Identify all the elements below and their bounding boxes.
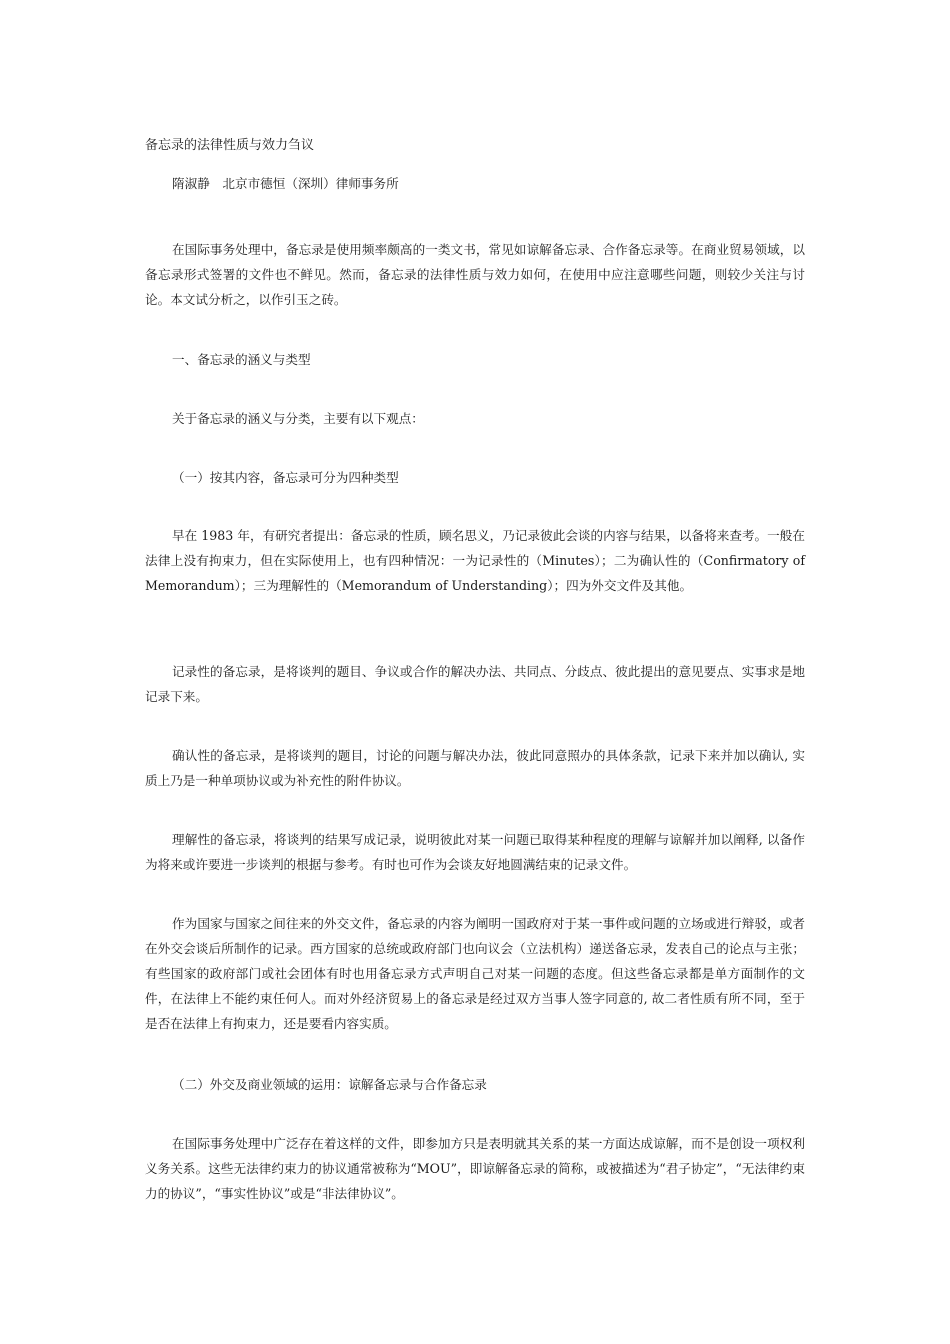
section-heading-1: 一、备忘录的涵义与类型: [172, 352, 311, 367]
subsection-heading-1: （一）按其内容，备忘录可分为四种类型: [172, 470, 399, 485]
intro-paragraph: 在国际事务处理中，备忘录是使用频率颇高的一类文书，常见如谅解备忘录、合作备忘录等。在商业贸易领域，以备忘录形式签署的文件也不鲜见。然而，备忘录的法律性质与效力如何，在使用中应注意哪些问题，则较少关注与讨论。本文试分析之，以作引玉之砖。: [145, 242, 805, 307]
paragraph-confirmatory: 确认性的备忘录，是将谈判的题目，讨论的问题与解决办法，彼此同意照办的具体条款，记录下来并加以确认, 实质上乃是一种单项协议或为补充性的附件协议。: [145, 748, 805, 788]
subsection-heading-2: （二）外交及商业领域的运用：谅解备忘录与合作备忘录: [172, 1077, 487, 1092]
paragraph-minutes: 记录性的备忘录，是将谈判的题目、争议或合作的解决办法、共同点、分歧点、彼此提出的意见要点、实事求是地记录下来。: [145, 664, 805, 704]
author-byline: 隋淑静 北京市德恒（深圳）律师事务所: [172, 176, 399, 191]
paragraph-mou: 在国际事务处理中广泛存在着这样的文件，即参加方只是表明就其关系的某一方面达成谅解，而不是创设一项权利义务关系。这些无法律约束力的协议通常被称为“MOU”，即谅解备忘录的简称，或被描述为“君子协定”，“无法律约束力的协议”，“事实性协议”或是“非法律协议”。: [145, 1136, 805, 1201]
paragraph-diplomatic: 作为国家与国家之间往来的外交文件，备忘录的内容为阐明一国政府对于某一事件或问题的立场或进行辩驳，或者在外交会谈后所制作的记录。西方国家的总统或政府部门也向议会（立法机构）递送备忘录，发表自己的论点与主张；有些国家的政府部门或社会团体有时也用备忘录方式声明自己对某一问题的态度。但这些备忘录都是单方面制作的文件，在法律上不能约束任何人。而对外经济贸易上的备忘录是经过双方当事人签字同意的, 故二者性质有所不同，至于是否在法律上有拘束力，还是要看内容实质。: [145, 916, 805, 1031]
document-title: 备忘录的法律性质与效力刍议: [145, 138, 315, 153]
paragraph-understanding: 理解性的备忘录，将谈判的结果写成记录，说明彼此对某一问题已取得某种程度的理解与谅解并加以阐释, 以备作为将来或许要进一步谈判的根据与参考。有时也可作为会谈友好地圆满结束的记录文件。: [145, 832, 805, 872]
section-lead-paragraph: 关于备忘录的涵义与分类，主要有以下观点：: [172, 411, 424, 426]
paragraph-1983: 早在 1983 年，有研究者提出：备忘录的性质，顾名思义，乃记录彼此会谈的内容与结果，以备将来查考。一般在法律上没有拘束力，但在实际使用上，也有四种情况：一为记录性的（Minutes）；二为确认性的（Confirmatory of Memorandum）；三为理解性的（Memorandum of Understanding）；四为外交文件及其他。: [145, 528, 805, 593]
